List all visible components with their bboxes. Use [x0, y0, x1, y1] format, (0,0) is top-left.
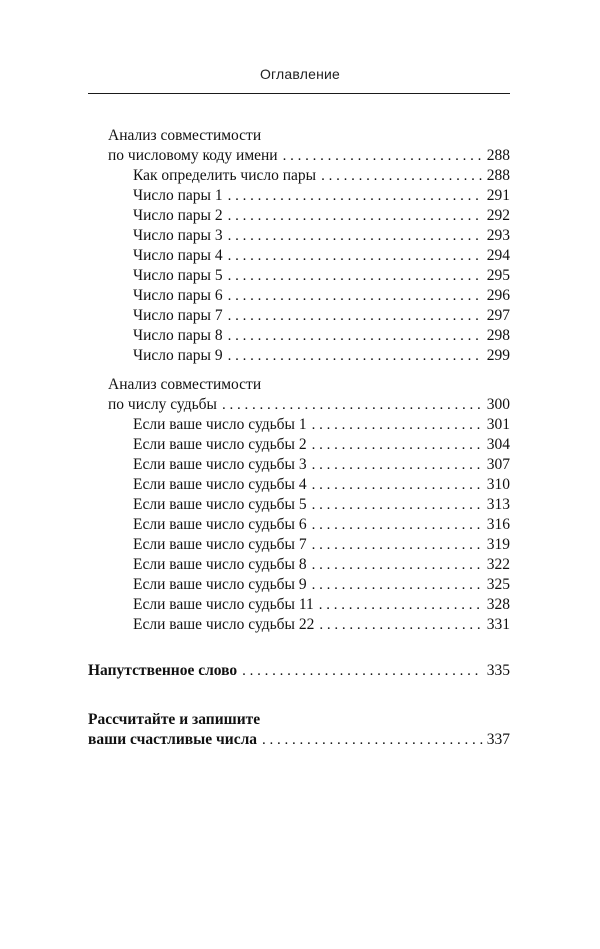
- toc-entry-label: Число пары 5: [133, 267, 223, 284]
- toc-entry[interactable]: [133, 415, 510, 435]
- dot-leader: [228, 186, 483, 206]
- running-head-title: Оглавление: [259, 66, 341, 82]
- toc-entry-label: Если ваше число судьбы 6: [133, 516, 307, 533]
- toc-entry[interactable]: [133, 495, 510, 515]
- toc-entry-label: Если ваше число судьбы 1: [133, 416, 307, 433]
- toc-entry-label: Как определить число пары: [133, 167, 317, 184]
- toc-entry-page: 296: [486, 287, 510, 304]
- toc-entry-page: 328: [486, 596, 510, 613]
- toc-entry-label: Число пары 1: [133, 187, 223, 204]
- dot-leader: [262, 730, 483, 750]
- toc-entry-section[interactable]: [108, 395, 510, 415]
- toc-entry-page: 294: [486, 247, 510, 264]
- toc-entry-label: Если ваше число судьбы 22: [133, 616, 315, 633]
- toc-entry[interactable]: [133, 186, 510, 206]
- toc-entry-label: Число пары 9: [133, 347, 223, 364]
- toc-entry-label: Если ваше число судьбы 5: [133, 496, 307, 513]
- toc-entry-label: Если ваше число судьбы 8: [133, 556, 307, 573]
- dot-leader: [228, 306, 483, 326]
- toc-entry-label: Число пары 3: [133, 227, 223, 244]
- toc-entry[interactable]: [133, 475, 510, 495]
- toc-entry-label: ваши счастливые числа: [88, 731, 258, 748]
- section-title-line: Анализ совместимости: [108, 376, 262, 393]
- dot-leader: [222, 395, 483, 415]
- dot-leader: [228, 226, 483, 246]
- toc-entry-page: 293: [486, 227, 510, 244]
- toc-entry-label: по числу судьбы: [108, 396, 217, 413]
- toc-entry-page: 297: [486, 307, 510, 324]
- toc-chapter-entry[interactable]: [88, 730, 510, 750]
- toc-entry-label: по числовому коду имени: [108, 147, 278, 164]
- toc-entry-page: 325: [486, 576, 510, 593]
- toc-entry-page: 335: [486, 662, 510, 679]
- dot-leader: [319, 615, 482, 635]
- toc-entry-page: 322: [486, 556, 510, 573]
- toc-entry-page: 337: [486, 731, 510, 748]
- toc-entry-label: Если ваше число судьбы 11: [133, 596, 314, 613]
- toc-entry-page: 288: [486, 167, 510, 184]
- toc-entry-label: Число пары 8: [133, 327, 223, 344]
- toc-entry-page: 288: [486, 147, 510, 164]
- toc-entry[interactable]: [133, 515, 510, 535]
- toc-entry[interactable]: [133, 455, 510, 475]
- dot-leader: [312, 475, 483, 495]
- toc-entry-page: 307: [486, 456, 510, 473]
- toc-entry[interactable]: [133, 226, 510, 246]
- dot-leader: [312, 575, 483, 595]
- toc-entry[interactable]: [133, 286, 510, 306]
- dot-leader: [321, 166, 483, 186]
- dot-leader: [228, 206, 483, 226]
- dot-leader: [228, 286, 483, 306]
- toc-entry-label: Если ваше число судьбы 3: [133, 456, 307, 473]
- dot-leader: [228, 246, 483, 266]
- toc-entry-page: 310: [486, 476, 510, 493]
- toc-entry-label: Если ваше число судьбы 7: [133, 536, 307, 553]
- toc-entry-page: 295: [486, 267, 510, 284]
- dot-leader: [319, 595, 483, 615]
- toc-entry[interactable]: [133, 435, 510, 455]
- toc-entry-page: 331: [486, 616, 510, 633]
- dot-leader: [312, 455, 483, 475]
- toc-entry[interactable]: [133, 166, 510, 186]
- toc-entry-page: 292: [486, 207, 510, 224]
- toc-chapter-entry[interactable]: [88, 661, 510, 681]
- toc-entry[interactable]: [133, 555, 510, 575]
- toc-entry[interactable]: [133, 535, 510, 555]
- toc-entry-section[interactable]: [108, 146, 510, 166]
- dot-leader: [283, 146, 483, 166]
- toc-entry-page: 300: [486, 396, 510, 413]
- dot-leader: [228, 326, 483, 346]
- toc-entry-label: Число пары 4: [133, 247, 223, 264]
- toc-entry-page: 301: [486, 416, 510, 433]
- dot-leader: [312, 415, 483, 435]
- toc-entry-page: 299: [486, 347, 510, 364]
- dot-leader: [312, 515, 483, 535]
- toc-entry[interactable]: [133, 326, 510, 346]
- toc-entry-label: Если ваше число судьбы 4: [133, 476, 307, 493]
- dot-leader: [228, 266, 483, 286]
- toc-entry[interactable]: [133, 246, 510, 266]
- dot-leader: [312, 555, 483, 575]
- toc-entry-page: 319: [486, 536, 510, 553]
- dot-leader: [312, 435, 483, 455]
- toc-entry[interactable]: [133, 266, 510, 286]
- toc-entry[interactable]: [133, 306, 510, 326]
- toc-entry-label: Если ваше число судьбы 2: [133, 436, 307, 453]
- toc-entry-label: Напутственное слово: [88, 662, 238, 679]
- toc-entry-page: 316: [486, 516, 510, 533]
- toc-entry-label: Число пары 7: [133, 307, 223, 324]
- dot-leader: [312, 495, 483, 515]
- toc-entry-label: Число пары 6: [133, 287, 223, 304]
- chapter-title-line: Рассчитайте и запишите: [88, 711, 261, 728]
- toc-entry[interactable]: [133, 206, 510, 226]
- toc-entry[interactable]: [133, 595, 510, 615]
- toc-entry-page: 291: [486, 187, 510, 204]
- dot-leader: [228, 346, 483, 366]
- toc-entry-label: Если ваше число судьбы 9: [133, 576, 307, 593]
- dot-leader: [242, 661, 483, 681]
- toc-entry-page: 298: [486, 327, 510, 344]
- dot-leader: [312, 535, 483, 555]
- toc-entry[interactable]: [133, 346, 510, 366]
- section-title-line: Анализ совместимости: [108, 127, 262, 144]
- toc-entry-label: Число пары 2: [133, 207, 223, 224]
- toc-entry-page: 304: [486, 436, 510, 453]
- toc-entry-page: 313: [486, 496, 510, 513]
- toc-entry[interactable]: [133, 575, 510, 595]
- toc-entry[interactable]: [133, 615, 510, 635]
